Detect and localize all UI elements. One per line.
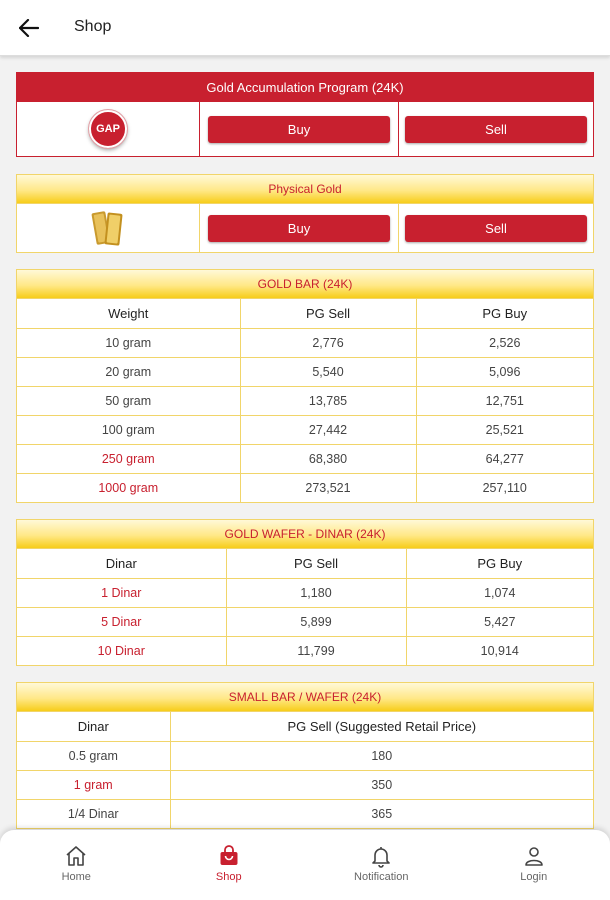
table-row <box>17 415 593 444</box>
small-bar-card <box>16 682 594 829</box>
pg-sell-cell: 13,785 <box>240 386 416 415</box>
gold-wafer-title: GOLD WAFER - DINAR (24K) <box>17 520 593 549</box>
pg-sell-cell: 5,540 <box>240 357 416 386</box>
pg-buy-cell: 12,751 <box>416 386 593 415</box>
gold-wafer-card <box>16 519 594 666</box>
pg-sell-cell: 11,799 <box>226 636 406 665</box>
table-row <box>17 386 593 415</box>
user-icon <box>522 844 546 868</box>
bell-icon <box>369 844 393 868</box>
small-bar-title: SMALL BAR / WAFER (24K) <box>17 683 593 712</box>
gap-card <box>16 72 594 157</box>
weight-cell: 50 gram <box>17 386 240 415</box>
table-row <box>17 799 593 828</box>
dinar-cell: 1/4 Dinar <box>17 799 170 828</box>
table-row <box>17 741 593 770</box>
small-bar-table <box>17 712 593 828</box>
column-header: PG Sell (Suggested Retail Price) <box>170 712 593 741</box>
table-row <box>17 328 593 357</box>
dinar-cell: 1 gram <box>17 770 170 799</box>
physical-gold-card <box>16 174 594 253</box>
weight-cell: 1000 gram <box>17 473 240 502</box>
column-header: Weight <box>108 305 149 321</box>
column-header: Dinar <box>77 718 109 734</box>
pg-sell-cell: 273,521 <box>240 473 416 502</box>
nav-shop[interactable] <box>153 830 306 900</box>
pg-buy-cell: 257,110 <box>416 473 593 502</box>
nav-shop-label: Shop <box>215 871 242 883</box>
table-row <box>17 770 593 799</box>
pg-buy-cell: 5,427 <box>406 607 593 636</box>
gold-bar-icon <box>88 208 128 248</box>
nav-login-label: Login <box>520 871 548 883</box>
pg-buy-cell: 1,074 <box>406 578 593 607</box>
physical-sell-button[interactable]: Sell <box>405 215 587 242</box>
table-row <box>17 607 593 636</box>
pg-sell-cell: 2,776 <box>240 328 416 357</box>
shopping-bag-icon <box>217 844 241 868</box>
gap-buy-button[interactable]: Buy <box>208 116 390 143</box>
table-row <box>17 636 593 665</box>
pg-sell-cell: 350 <box>170 770 593 799</box>
dinar-cell: 5 Dinar <box>17 607 226 636</box>
home-icon <box>64 844 88 868</box>
physical-buy-button[interactable]: Buy <box>208 215 390 242</box>
pg-buy-cell: 10,914 <box>406 636 593 665</box>
dinar-cell: 10 Dinar <box>17 636 226 665</box>
gap-sell-button[interactable]: Sell <box>405 116 587 143</box>
table-row <box>17 473 593 502</box>
nav-login[interactable] <box>458 830 610 900</box>
column-header: PG Buy <box>416 299 593 328</box>
column-header: PG Buy <box>406 549 593 578</box>
nav-home-label: Home <box>61 871 91 883</box>
pg-buy-cell: 2,526 <box>416 328 593 357</box>
pg-sell-cell: 5,899 <box>226 607 406 636</box>
physical-gold-title: Physical Gold <box>17 175 593 204</box>
table-row <box>17 357 593 386</box>
arrow-left-icon <box>19 19 39 37</box>
column-header: PG Sell <box>226 549 406 578</box>
nav-notification-label: Notification <box>354 871 409 883</box>
pg-sell-cell: 27,442 <box>240 415 416 444</box>
gold-wafer-table <box>17 549 593 665</box>
gold-bar-title: GOLD BAR (24K) <box>17 270 593 299</box>
pg-sell-cell: 1,180 <box>226 578 406 607</box>
nav-notification[interactable] <box>305 830 458 900</box>
weight-cell: 250 gram <box>17 444 240 473</box>
gold-bar-table <box>17 299 593 502</box>
page-title: Shop <box>74 18 112 35</box>
column-header: Dinar <box>105 555 137 571</box>
app-bar <box>0 0 610 56</box>
weight-cell: 10 gram <box>17 328 240 357</box>
bottom-navigation <box>0 830 610 900</box>
dinar-cell: 1 Dinar <box>17 578 226 607</box>
pg-sell-cell: 68,380 <box>240 444 416 473</box>
pg-sell-cell: 180 <box>170 741 593 770</box>
gold-bar-card <box>16 269 594 503</box>
pg-buy-cell: 64,277 <box>416 444 593 473</box>
gap-logo: GAP <box>89 110 127 148</box>
table-row <box>17 444 593 473</box>
weight-cell: 100 gram <box>17 415 240 444</box>
pg-buy-cell: 5,096 <box>416 357 593 386</box>
nav-home[interactable] <box>0 830 153 900</box>
dinar-cell: 0.5 gram <box>17 741 170 770</box>
shop-content[interactable] <box>0 57 610 900</box>
back-button[interactable] <box>14 14 44 42</box>
gap-title: Gold Accumulation Program (24K) <box>17 73 593 102</box>
weight-cell: 20 gram <box>17 357 240 386</box>
table-row <box>17 578 593 607</box>
column-header: PG Sell <box>240 299 416 328</box>
pg-buy-cell: 25,521 <box>416 415 593 444</box>
pg-sell-cell: 365 <box>170 799 593 828</box>
